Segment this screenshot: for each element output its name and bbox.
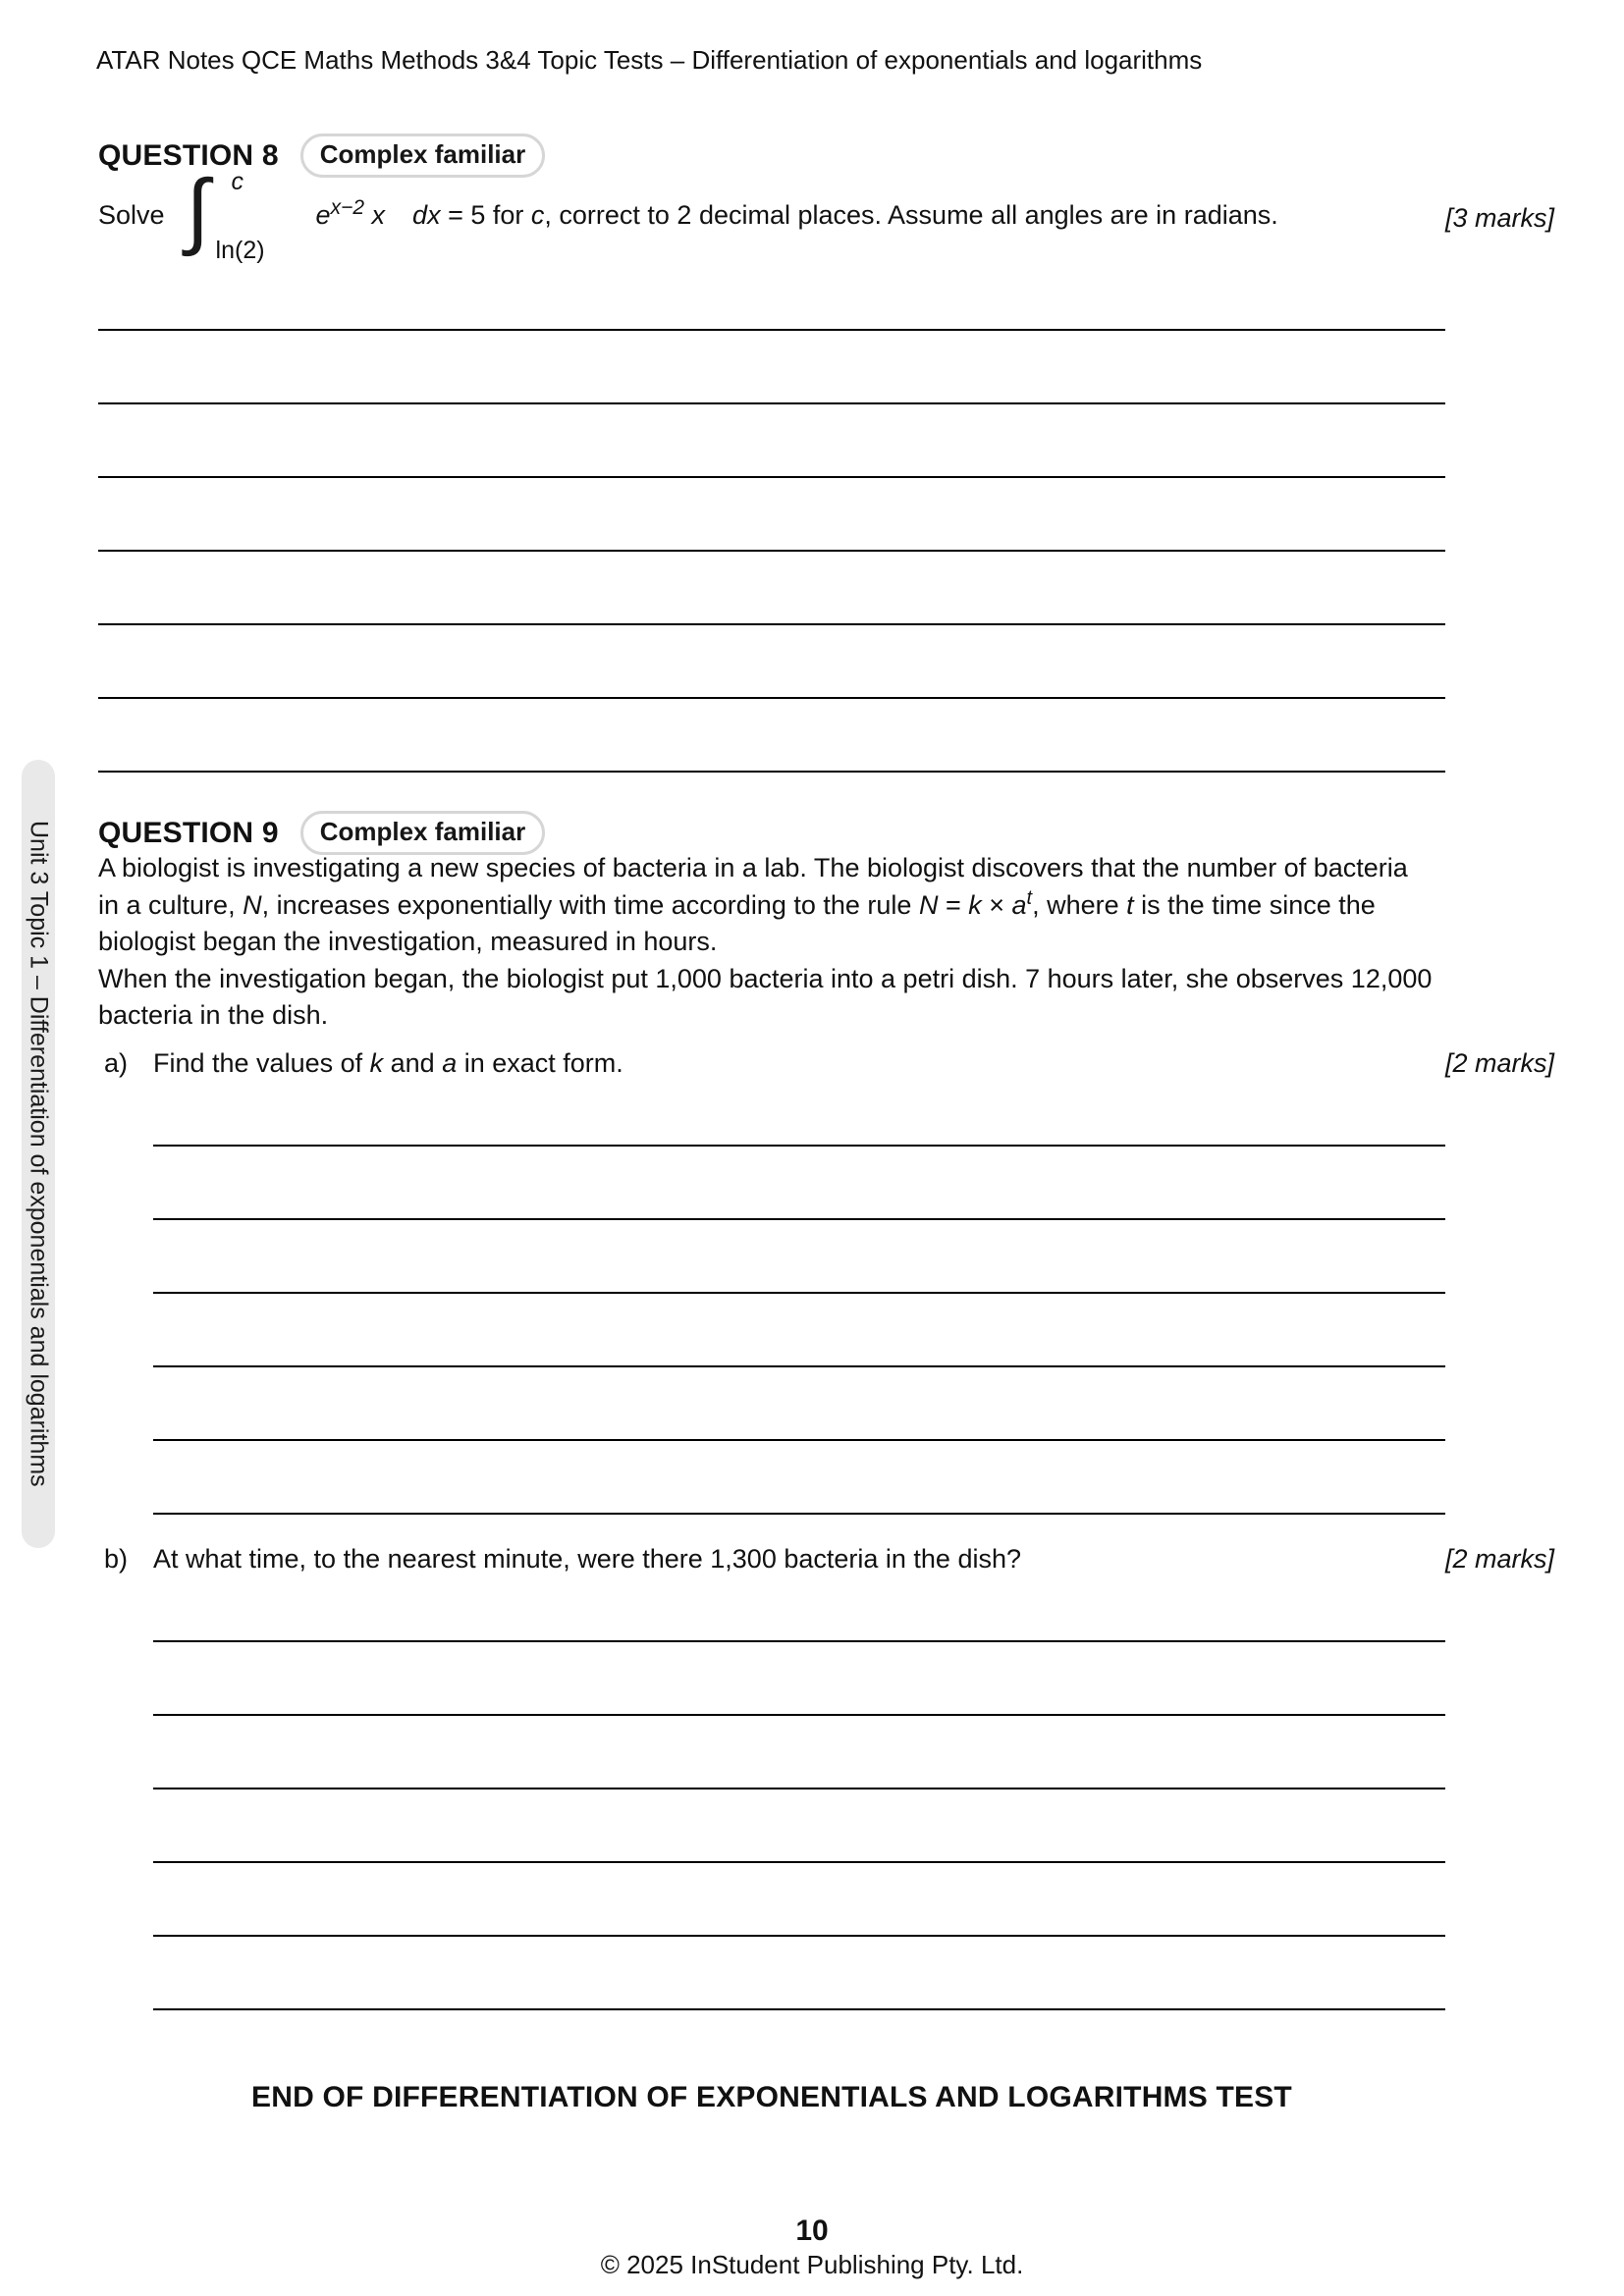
copyright-notice: © 2025 InStudent Publishing Pty. Ltd. xyxy=(600,2250,1024,2279)
page-number: 10 xyxy=(795,2215,829,2247)
answer-line xyxy=(153,1937,1445,2010)
answer-line xyxy=(153,1147,1445,1220)
part-b-label: b) xyxy=(104,1544,129,1574)
question-9-intro-text: A biologist is investigating a new species of bacteria in a lab. The biologist discovers that the number of bacteria in a culture, N, increases exponentially with time according to the rule $N = k \times a^t$, where t is the time since the biologist began the investigation, measured in hours. When the investigation began, the biologist put 1,000 bacteria into a petri dish. 7 hours later, she observes 12,000 bacteria in the dish. xyxy=(98,853,1433,1030)
unit-topic-sidebar-tab xyxy=(22,760,55,1548)
answer-line xyxy=(98,478,1445,552)
fraction-numerator: $e^{x-2}$ xyxy=(315,195,365,230)
integral-lower-limit: ln(2) xyxy=(215,237,265,264)
page-header-title: ATAR Notes QCE Maths Methods 3&4 Topic Tests – Differentiation of exponentials and logarithms xyxy=(96,45,1203,75)
integral-upper-limit: c xyxy=(231,168,244,195)
question-9-complexity-badge: Complex familiar xyxy=(300,811,546,855)
part-a-label: a) xyxy=(104,1048,129,1078)
question-8-answer-lines xyxy=(98,257,1445,773)
answer-line xyxy=(98,404,1445,478)
part-b-marks: [2 marks] xyxy=(1444,1544,1554,1574)
end-of-test-banner: END OF DIFFERENTIATION OF EXPONENTIALS AND LOGARITHMS TEST xyxy=(251,2081,1292,2113)
question-9-heading-row xyxy=(98,811,545,855)
part-b-answer-lines xyxy=(153,1569,1445,2010)
question-8-statement-text: dx = 5 for c, correct to 2 decimal places. Assume all angles are in radians. xyxy=(412,199,1278,230)
part-a-marks: [2 marks] xyxy=(1444,1048,1554,1078)
question-8-title: QUESTION 8 xyxy=(98,138,279,172)
part-a-answer-lines xyxy=(153,1073,1445,1515)
answer-line xyxy=(153,1220,1445,1294)
answer-line xyxy=(153,1294,1445,1367)
question-8-statement xyxy=(98,161,1278,264)
question-8-complexity-badge: Complex familiar xyxy=(300,133,546,178)
answer-line xyxy=(98,257,1445,331)
integral-expression xyxy=(186,161,285,264)
answer-line xyxy=(153,1441,1445,1515)
answer-line xyxy=(153,1367,1445,1441)
answer-line xyxy=(98,552,1445,625)
question-8-marks: [3 marks] xyxy=(1444,203,1554,233)
solve-label: Solve xyxy=(98,199,165,230)
integrand-fraction xyxy=(312,195,390,231)
answer-line xyxy=(153,1642,1445,1716)
sidebar-label: Unit 3 Topic 1 – Differentiation of exponentials and logarithms xyxy=(25,821,53,1487)
answer-line xyxy=(153,1863,1445,1937)
answer-line xyxy=(153,1789,1445,1863)
answer-line xyxy=(153,1716,1445,1789)
fraction-denominator: x xyxy=(371,199,386,230)
part-a-text: Find the values of k and a in exact form. xyxy=(153,1048,623,1078)
answer-line xyxy=(153,1073,1445,1147)
question-9-title: QUESTION 9 xyxy=(98,816,279,849)
answer-line xyxy=(98,331,1445,404)
answer-line xyxy=(153,1569,1445,1642)
answer-line xyxy=(98,625,1445,699)
part-b-text: At what time, to the nearest minute, were there 1,300 bacteria in the dish? xyxy=(153,1544,1021,1574)
integral-icon: ∫ xyxy=(186,161,210,259)
answer-line xyxy=(98,699,1445,773)
